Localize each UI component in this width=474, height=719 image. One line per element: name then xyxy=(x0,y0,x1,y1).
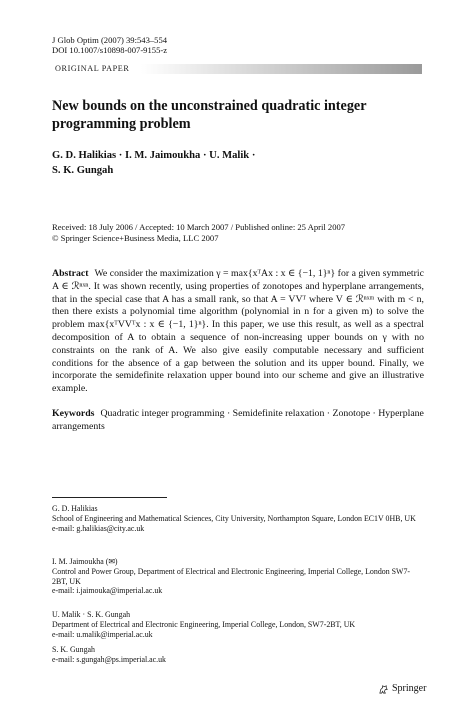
author-line-1: G. D. Halikias · I. M. Jaimoukha · U. Malik · xyxy=(52,150,256,161)
section-label-bar xyxy=(52,64,422,74)
springer-horse-icon xyxy=(378,684,389,695)
affiliation-email[interactable]: e-mail: g.halikias@city.ac.uk xyxy=(52,523,145,533)
affiliation-email[interactable]: e-mail: u.malik@imperial.ac.uk xyxy=(52,629,153,639)
affiliation-email[interactable]: e-mail: s.gungah@ps.imperial.ac.uk xyxy=(52,654,166,664)
journal-citation: J Glob Optim (2007) 39:543–554 xyxy=(52,35,168,45)
keywords-label: Keywords xyxy=(52,408,95,419)
author-list xyxy=(52,148,412,178)
affiliation-address: School of Engineering and Mathematical Sciences, City University, Northampton Square, London EC1V 0HB, UK xyxy=(52,513,416,523)
abstract-label: Abstract xyxy=(52,268,89,279)
publication-dates xyxy=(52,222,422,244)
affiliation-name: S. K. Gungah xyxy=(52,645,95,654)
publisher-footer xyxy=(378,683,426,695)
affiliation-gungah xyxy=(52,645,424,665)
footnote-divider xyxy=(52,497,167,498)
affiliation-name: I. M. Jaimoukha (✉) xyxy=(52,557,118,566)
copyright-line: © Springer Science+Business Media, LLC 2007 xyxy=(52,233,219,243)
paper-title: New bounds on the unconstrained quadratic integer programming problem xyxy=(52,98,367,132)
section-label: ORIGINAL PAPER xyxy=(55,64,130,73)
publisher-name: Springer xyxy=(392,683,427,694)
affiliation-halikias xyxy=(52,504,424,533)
affiliation-address: Control and Power Group, Department of Electrical and Electronic Engineering, Imperial College, London SW7-2BT, UK xyxy=(52,566,411,586)
affiliation-name: G. D. Halikias xyxy=(52,504,98,513)
journal-doi: DOI 10.1007/s10898-007-9155-z xyxy=(52,45,168,55)
history-line: Received: 18 July 2006 / Accepted: 10 March 2007 / Published online: 25 April 2007 xyxy=(52,222,346,232)
affiliation-address: Department of Electrical and Electronic Engineering, Imperial College, London, SW7-2BT, UK xyxy=(52,619,356,629)
abstract-text: We consider the maximization γ = max{xᵀAx : x ∈ {−1, 1}ⁿ} for a given symmetric A ∈ ℛⁿˣⁿ. It was shown recently, using properties of zonotopes and hyperplane arrangements, that in the special case that A has a small rank, so that A = VVᵀ where V ∈ ℛⁿˣᵐ with m < n, then there exists a polynomial time algorithm (polynomial in n for a given m) to solve the problem max{xᵀVVᵀx : x ∈ {−1, 1}ⁿ}. In this paper, we use this result, as well as a spectral decomposition of A to obtain a sequence of non-increasing upper bounds on γ with no constraints on the rank of A. We also give easily computable necessary and sufficient conditions for the absence of a gap between the solution and its upper bound. Finally, we incorporate the semidefinite relaxation upper bound into our scheme and give an illustrative example. xyxy=(52,268,424,395)
affiliation-malik-gungah xyxy=(52,610,424,639)
affiliation-name: U. Malik · S. K. Gungah xyxy=(52,610,131,619)
author-line-2: S. K. Gungah xyxy=(52,165,114,176)
keywords-text: Quadratic integer programming · Semidefinite relaxation · Zonotope · Hyperplane arrangements xyxy=(52,408,424,432)
affiliation-email[interactable]: e-mail: i.jaimouka@imperial.ac.uk xyxy=(52,586,163,596)
affiliation-jaimoukha xyxy=(52,557,424,596)
keywords-block xyxy=(52,408,424,434)
abstract-block xyxy=(52,268,424,396)
